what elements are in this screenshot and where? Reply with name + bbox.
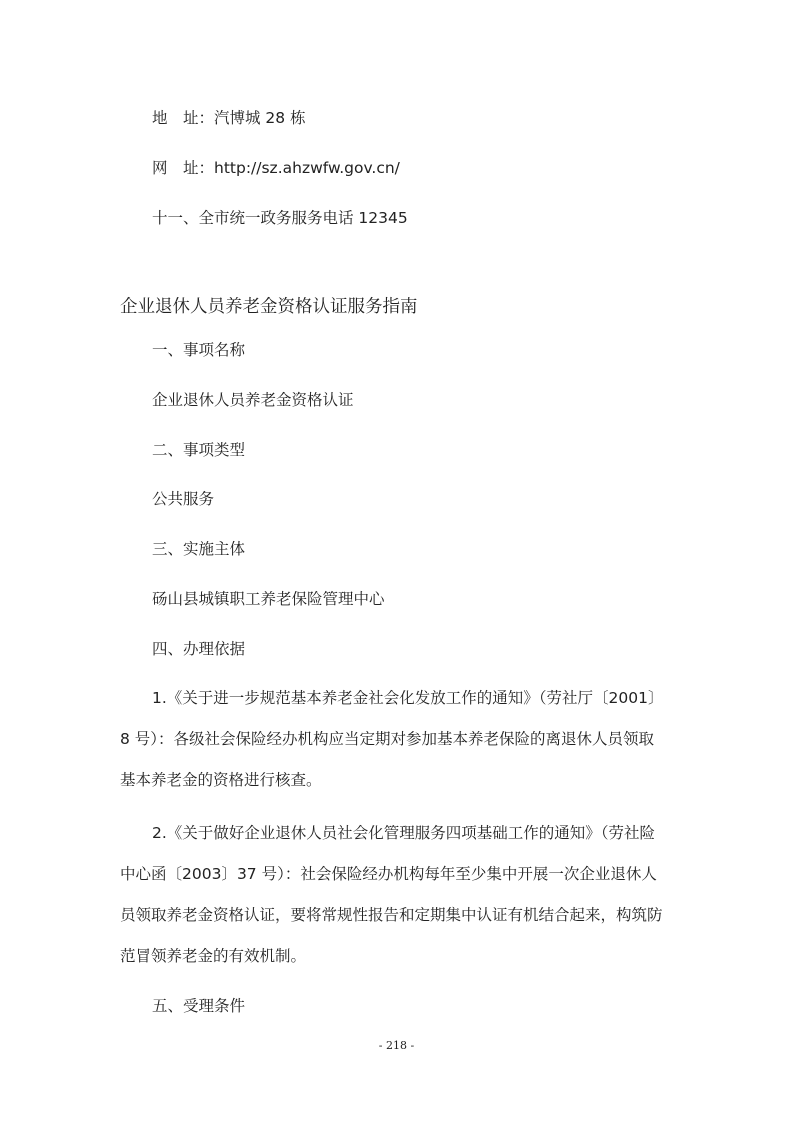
basis-2-line-4: 范冒领养老金的有效机制。 <box>120 947 307 965</box>
page-number: - 218 - <box>378 1039 415 1052</box>
heading-basis: 四、办理依据 <box>152 640 246 658</box>
implementer-text: 砀山县城镇职工养老保险管理中心 <box>152 590 385 608</box>
hotline-line: 十一、全市统一政务服务电话 12345 <box>152 209 408 227</box>
address-line: 地 址：汽博城 28 栋 <box>152 109 306 127</box>
basis-2-line-2: 中心函〔2003〕37 号）：社会保险经办机构每年至少集中开展一次企业退休人 <box>120 865 657 883</box>
item-name-text: 企业退休人员养老金资格认证 <box>152 391 354 409</box>
basis-2-line-1: 2.《关于做好企业退休人员社会化管理服务四项基础工作的通知》（劳社险 <box>152 824 656 842</box>
basis-2-line-3: 员领取养老金资格认证，要将常规性报告和定期集中认证有机结合起来，构筑防 <box>120 906 663 924</box>
item-type-text: 公共服务 <box>152 490 215 508</box>
heading-implementer: 三、实施主体 <box>152 540 246 558</box>
basis-1-line-3: 基本养老金的资格进行核查。 <box>120 771 322 789</box>
section-title: 企业退休人员养老金资格认证服务指南 <box>120 297 418 317</box>
basis-1-line-1: 1.《关于进一步规范基本养老金社会化发放工作的通知》（劳社厅〔2001〕 <box>152 689 664 707</box>
heading-item-name: 一、事项名称 <box>152 341 246 359</box>
heading-conditions: 五、受理条件 <box>152 997 246 1015</box>
heading-item-type: 二、事项类型 <box>152 441 246 459</box>
website-line: 网 址：http://sz.ahzwfw.gov.cn/ <box>152 159 400 177</box>
basis-1-line-2: 8 号）：各级社会保险经办机构应当定期对参加基本养老保险的离退休人员领取 <box>120 730 655 748</box>
